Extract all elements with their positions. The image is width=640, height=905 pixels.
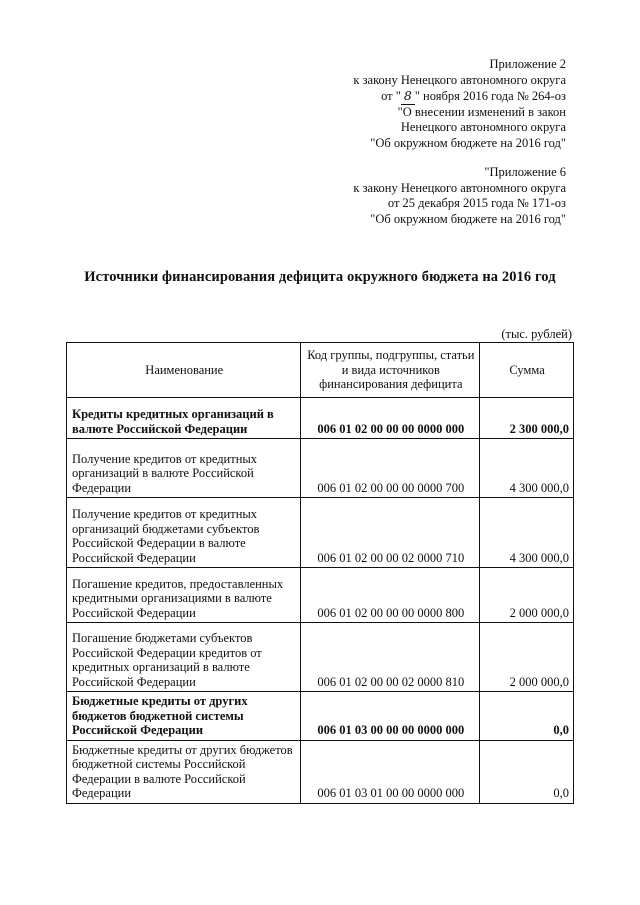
document-title: Источники финансирования дефицита окружного бюджета на 2016 год — [84, 269, 556, 285]
row-code: 006 01 02 00 00 00 0000 700 — [301, 439, 480, 498]
appendix-2-date: от " 8 " ноября 2016 года № 264-оз — [381, 88, 566, 103]
row-code: 006 01 03 01 00 00 0000 000 — [301, 740, 480, 803]
row-sum: 2 300 000,0 — [480, 398, 574, 439]
row-name: Бюджетные кредиты от других бюджетов бюджетной системы Российской Федерации — [67, 692, 301, 741]
handwritten-day: 8 — [401, 88, 415, 105]
appendix-2-law-ref: к закону Ненецкого автономного округа — [353, 72, 566, 87]
table-row — [67, 498, 574, 568]
row-sum: 2 000 000,0 — [480, 568, 574, 623]
row-sum: 4 300 000,0 — [480, 439, 574, 498]
financing-sources-table — [66, 342, 574, 804]
row-sum: 2 000 000,0 — [480, 623, 574, 692]
table-row — [67, 568, 574, 623]
table-row — [67, 623, 574, 692]
appendix-6-label: "Приложение 6 — [484, 165, 566, 179]
table-row — [67, 692, 574, 741]
row-sum: 4 300 000,0 — [480, 498, 574, 568]
appendix-2-header — [353, 57, 566, 151]
row-name: Бюджетные кредиты от других бюджетов бюджетной системы Российской Федерации в валюте Российской Федерации — [67, 740, 301, 803]
appendix-2-law-title-3: "Об окружном бюджете на 2016 год" — [370, 135, 566, 150]
table-row — [67, 439, 574, 498]
row-code: 006 01 02 00 00 02 0000 810 — [301, 623, 480, 692]
row-name: Получение кредитов от кредитных организаций бюджетами субъектов Российской Федерации в валюте Российской Федерации — [67, 498, 301, 568]
appendix-2-law-title-2: Ненецкого автономного округа — [400, 120, 566, 134]
table-header-row — [67, 343, 574, 398]
row-name: Погашение кредитов, предоставленных кредитными организациями в валюте Российской Федерации — [67, 568, 301, 623]
appendix-6-header — [353, 165, 566, 227]
row-sum: 0,0 — [480, 692, 574, 741]
table-row — [67, 398, 574, 439]
row-code: 006 01 02 00 00 00 0000 000 — [301, 398, 480, 439]
appendix-6-date: от 25 декабря 2015 года № 171-оз — [387, 196, 566, 210]
row-name: Получение кредитов от кредитных организаций в валюте Российской Федерации — [67, 439, 301, 498]
row-name: Кредиты кредитных организаций в валюте Российской Федерации — [67, 398, 301, 439]
row-sum: 0,0 — [480, 740, 574, 803]
row-code: 006 01 02 00 00 00 0000 800 — [301, 568, 480, 623]
row-name: Погашение бюджетами субъектов Российской Федерации кредитов от кредитных организаций в валюте Российской Федерации — [67, 623, 301, 692]
header-code: Код группы, подгруппы, статьи и вида источников финансирования дефицита — [301, 343, 480, 398]
appendix-2-label: Приложение 2 — [489, 57, 566, 71]
appendix-6-law-ref: к закону Ненецкого автономного округа — [353, 180, 566, 195]
header-name: Наименование — [67, 343, 301, 398]
row-code: 006 01 02 00 00 02 0000 710 — [301, 498, 480, 568]
row-code: 006 01 03 00 00 00 0000 000 — [301, 692, 480, 741]
header-sum: Сумма — [480, 343, 574, 398]
appendix-6-law-title: "Об окружном бюджете на 2016 год" — [370, 211, 566, 226]
units-note: (тыс. рублей) — [501, 327, 572, 341]
table-row — [67, 740, 574, 803]
appendix-2-law-title-1: "О внесении изменений в закон — [397, 104, 566, 119]
